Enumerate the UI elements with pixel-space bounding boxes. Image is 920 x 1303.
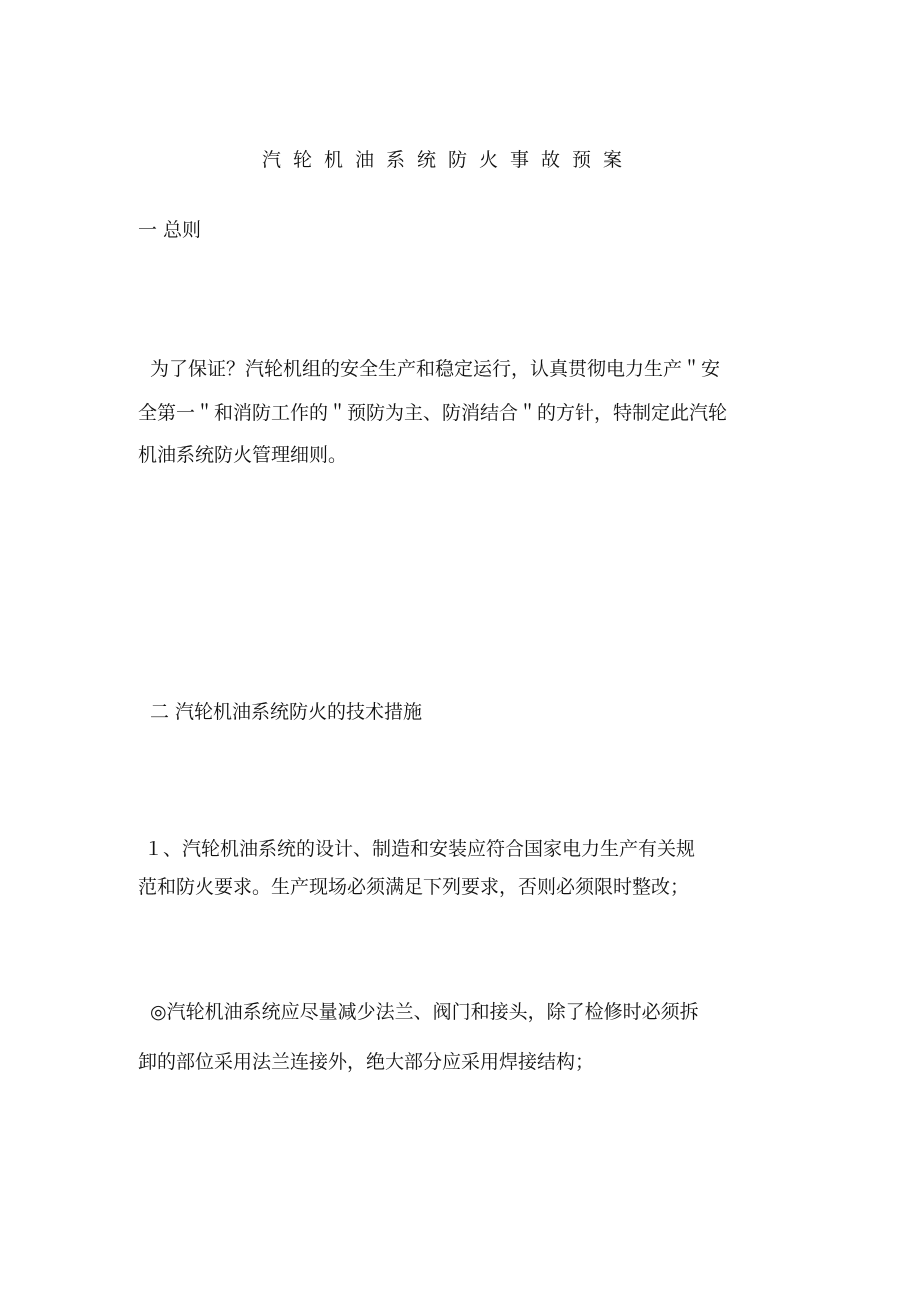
paragraph-line: 范和防火要求。生产现场必须满足下列要求，否则必须限时整改； — [138, 876, 690, 898]
paragraph-line: １、汽轮机油系统的设计、制造和安装应符合国家电力生产有关规 — [144, 838, 696, 860]
paragraph-line: ◎汽轮机油系统应尽量减少法兰、阀门和接头，除了检修时必须拆 — [150, 1001, 699, 1023]
paragraph-line: 机油系统防火管理细则。 — [138, 444, 348, 466]
paragraph-line: 卸的部位采用法兰连接外，绝大部分应采用焊接结构； — [138, 1051, 595, 1073]
section-heading-technical-measures: 二 汽轮机油系统防火的技术措施 — [150, 701, 423, 723]
document-title: 汽轮机油系统防火事故预案 — [262, 149, 635, 171]
paragraph-line: 为了保证？汽轮机组的安全生产和稳定运行，认真贯彻电力生产＂安 — [150, 358, 721, 380]
section-heading-general: 一 总则 — [138, 219, 202, 241]
paragraph-line: 全第一＂和消防工作的＂预防为主、防消结合＂的方针，特制定此汽轮 — [138, 402, 728, 424]
